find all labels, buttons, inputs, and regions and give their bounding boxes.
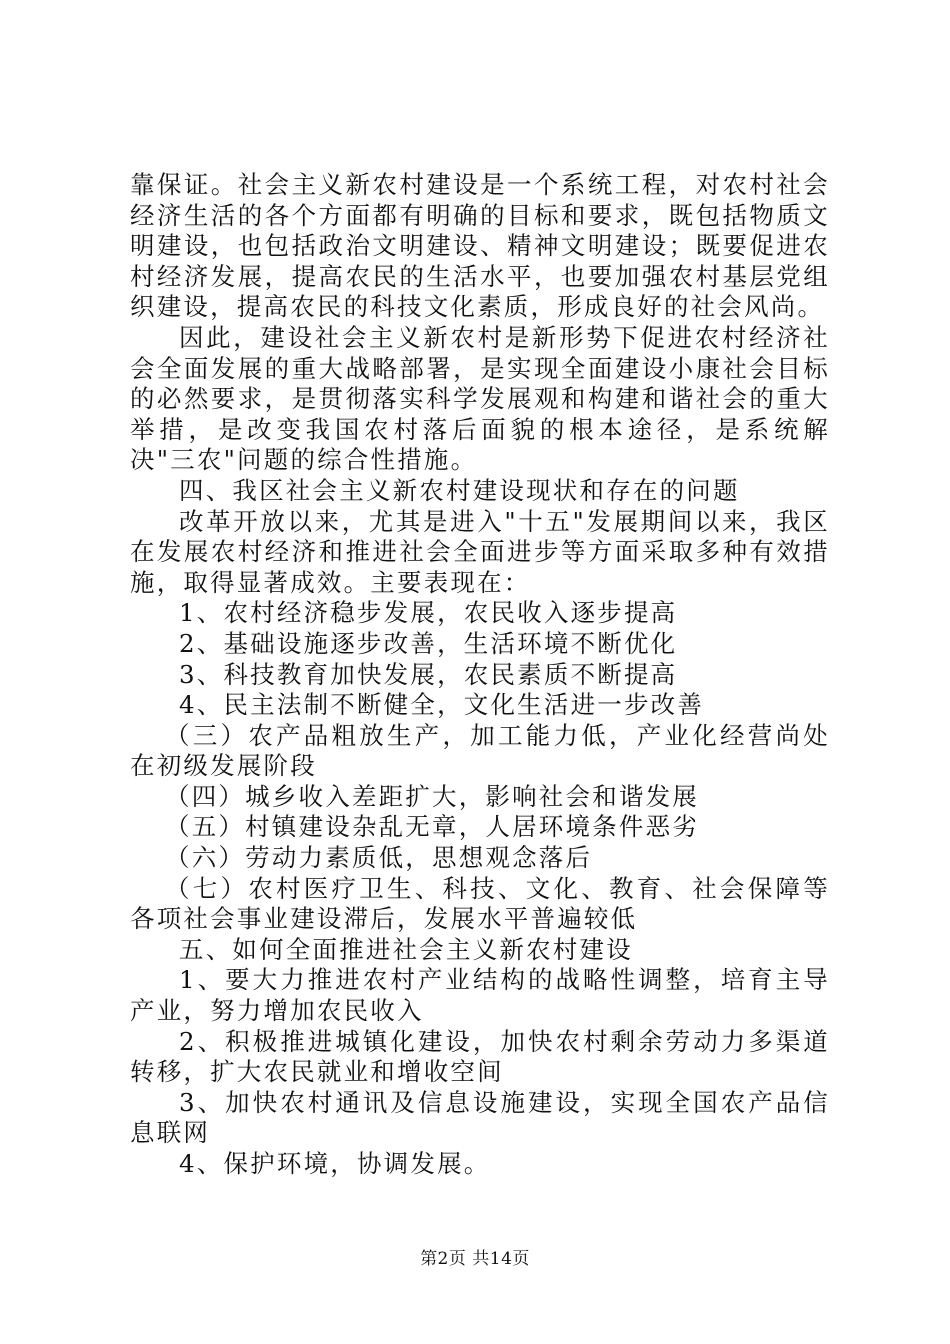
- measure-item: 1、要大力推进农村产业结构的战略性调整，培育主导产业，努力增加农民收入: [130, 965, 830, 1026]
- measure-item: 2、积极推进城镇化建设，加快农村剩余劳动力多渠道转移，扩大农民就业和增收空间: [130, 1026, 830, 1087]
- measure-item: 4、保护环境，协调发展。: [179, 1149, 491, 1178]
- page-number-footer: 第2页 共14页: [420, 1249, 530, 1269]
- problem-item: （七）农村医疗卫生、科技、文化、教育、社会保障等各项社会事业建设滞后，发展水平普遍较低: [130, 873, 830, 934]
- document-body: [130, 170, 830, 1180]
- paragraph-achievements: 改革开放以来，尤其是进入"十五"发展期间以来，我区在发展农村经济和推进社会全面进步等方面采取多种有效措施，取得显著成效。主要表现在：: [130, 506, 830, 597]
- list-item: 3、科技教育加快发展，农民素质不断提高: [179, 659, 678, 689]
- paragraph-continuation: 靠保证。社会主义新农村建设是一个系统工程，对农村社会经济生活的各个方面都有明确的目标和要求，既包括物质文明建设，也包括政治文明建设、精神文明建设；既要促进农村经济发展，提高农民的生活水平，也要加强农村基层党组织建设，提高农民的科技文化素质，形成良好的社会风尚。: [130, 170, 830, 322]
- section-heading-four: 四、我区社会主义新农村建设现状和存在的问题: [179, 475, 740, 505]
- measure-item: 3、加快农村通讯及信息设施建设，实现全国农产品信息联网: [130, 1087, 830, 1148]
- paragraph-conclusion: 因此，建设社会主义新农村是新形势下促进农村经济社会全面发展的重大战略部署，是实现全面建设小康社会目标的必然要求，是贯彻落实科学发展观和构建和谐社会的重大举措，是改变我国农村落后面貌的根本途径，是系统解决"三农"问题的综合性措施。: [130, 322, 830, 475]
- list-item: 1、农村经济稳步发展，农民收入逐步提高: [179, 598, 678, 628]
- problem-item: （三）农产品粗放生产，加工能力低，产业化经营尚处在初级发展阶段: [130, 720, 830, 781]
- list-item: 2、基础设施逐步改善，生活环境不断优化: [179, 628, 678, 658]
- section-heading-five: 五、如何全面推进社会主义新农村建设: [179, 934, 633, 964]
- list-item: 4、民主法制不断健全，文化生活进一步改善: [179, 690, 705, 720]
- problem-item: （五）村镇建设杂乱无章，人居环境条件恶劣: [165, 812, 699, 842]
- problem-item: （六）劳动力素质低，思想观念落后: [165, 843, 593, 873]
- problem-item: （四）城乡收入差距扩大，影响社会和谐发展: [165, 781, 699, 811]
